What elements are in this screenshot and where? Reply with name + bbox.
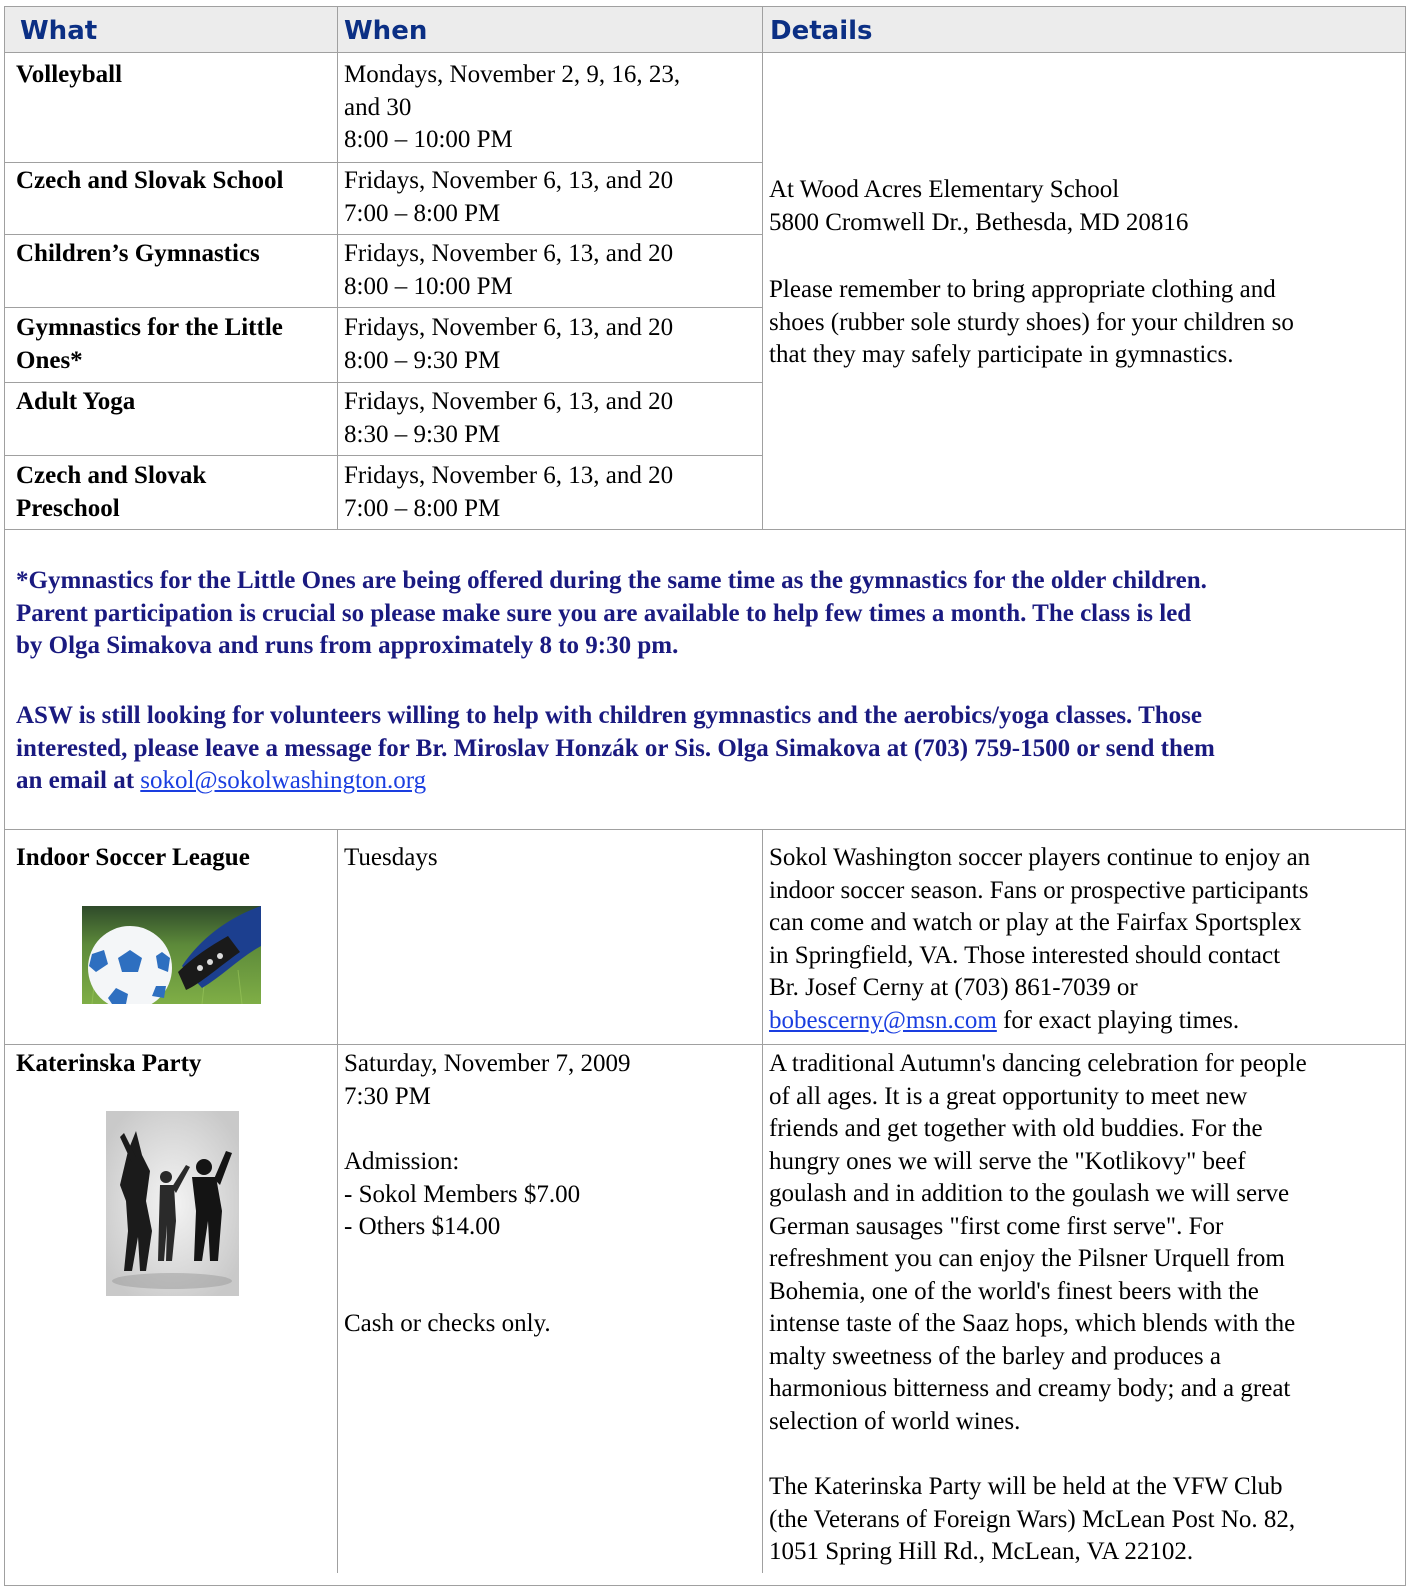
katerinska-what: Katerinska Party: [16, 1050, 202, 1077]
schedule-when: Fridays, November 6, 13, and 20 8:00 – 9:30 PM: [344, 314, 674, 374]
divider: [4, 829, 1406, 830]
header-details: Details: [770, 16, 873, 46]
divider: [4, 234, 762, 235]
volunteers-text: ASW is still looking for volunteers willing to help with children gymnastics and the aerobics/yoga classes. Those interested, please leave a message for Br. Miroslav Honzák or Sis. Olga Simakova at (703) 759-1500 or send them an email at: [16, 702, 1215, 794]
divider: [762, 829, 763, 1573]
divider: [4, 162, 762, 163]
divider: [4, 529, 1406, 530]
katerinska-details: A traditional Autumn's dancing celebration for people of all ages. It is a great opportunity to meet new friends and get together with old buddies. For the hungry ones we will serve the "Kotlikovy" beef goulash and in addition to the goulash we will serve German sausages "first come first serve". For refreshment you can enjoy the Pilsner Urquell from Bohemia, one of the world's finest beers with the intense taste of the Saaz hops, which blends with the malty sweetness of the barley and produces a harmonious bitterness and creamy body; and a great selection of world wines.: [769, 1050, 1307, 1435]
divider: [337, 6, 338, 530]
shared-location: At Wood Acres Elementary School 5800 Cromwell Dr., Bethesda, MD 20816: [769, 176, 1189, 236]
shared-reminder: Please remember to bring appropriate clothing and shoes (rubber sole sturdy shoes) for your children so that they may safely participate in gymnastics.: [769, 276, 1294, 368]
divider: [762, 6, 763, 530]
header-when: When: [344, 16, 428, 46]
divider: [4, 455, 762, 456]
katerinska-admission: Admission: - Sokol Members $7.00 - Others $14.00: [344, 1148, 581, 1240]
table-header-row: [5, 7, 1405, 52]
schedule-what: Gymnastics for the Little Ones*: [16, 314, 283, 374]
katerinska-venue: The Katerinska Party will be held at the VFW Club (the Veterans of Foreign Wars) McLean Post No. 82, 1051 Spring Hill Rd., McLean, VA 22102.: [769, 1473, 1296, 1565]
schedule-what: Children’s Gymnastics: [16, 240, 260, 267]
katerinska-when: Saturday, November 7, 2009 7:30 PM: [344, 1050, 631, 1110]
soccer-details: [769, 842, 1399, 1037]
soccer-photo: [82, 906, 261, 1004]
schedule-when: Mondays, November 2, 9, 16, 23, and 30 8:00 – 10:00 PM: [344, 61, 681, 153]
soccer-email-link[interactable]: bobescerny@msn.com: [769, 1006, 997, 1034]
divider: [337, 829, 338, 1573]
dancers-image: [106, 1111, 239, 1296]
little-ones-note: *Gymnastics for the Little Ones are being offered during the same time as the gymnastics for the older children. Parent participation is crucial so please make sure you are available to help few times a month. The class is led by Olga Simakova and runs from approximately 8 to 9:30 pm.: [16, 567, 1207, 659]
header-what: What: [20, 16, 98, 46]
schedule-what: Adult Yoga: [16, 388, 136, 415]
soccer-what: Indoor Soccer League: [16, 844, 250, 871]
schedule-what: Czech and Slovak School: [16, 167, 284, 194]
schedule-what: Volleyball: [16, 61, 123, 88]
schedule-when: Fridays, November 6, 13, and 20 8:30 – 9:30 PM: [344, 388, 674, 448]
katerinska-photo: [106, 1111, 239, 1296]
soccer-when: Tuesdays: [344, 844, 438, 871]
divider: [4, 382, 762, 383]
soccer-details-tail: for exact playing times.: [996, 1006, 1240, 1034]
divider: [4, 1044, 1406, 1045]
soccer-ball-image: [82, 906, 261, 1004]
schedule-when: Fridays, November 6, 13, and 20 8:00 – 10:00 PM: [344, 240, 674, 300]
schedule-when: Fridays, November 6, 13, and 20 7:00 – 8:00 PM: [344, 462, 674, 522]
volunteers-note: [16, 700, 1396, 798]
katerinska-payment: Cash or checks only.: [344, 1310, 551, 1337]
divider: [4, 307, 762, 308]
volunteers-email-link[interactable]: sokol@sokolwashington.org: [140, 767, 427, 794]
divider: [4, 52, 1406, 53]
soccer-details-text: Sokol Washington soccer players continue to enjoy an indoor soccer season. Fans or prospective participants can come and watch or play at the Fairfax Sportsplex in Springfield, VA. Those interested should contact Br. Josef Cerny at (703) 861-7039 or: [769, 844, 1311, 1001]
schedule-what: Czech and Slovak Preschool: [16, 462, 207, 522]
schedule-when: Fridays, November 6, 13, and 20 7:00 – 8:00 PM: [344, 167, 674, 227]
